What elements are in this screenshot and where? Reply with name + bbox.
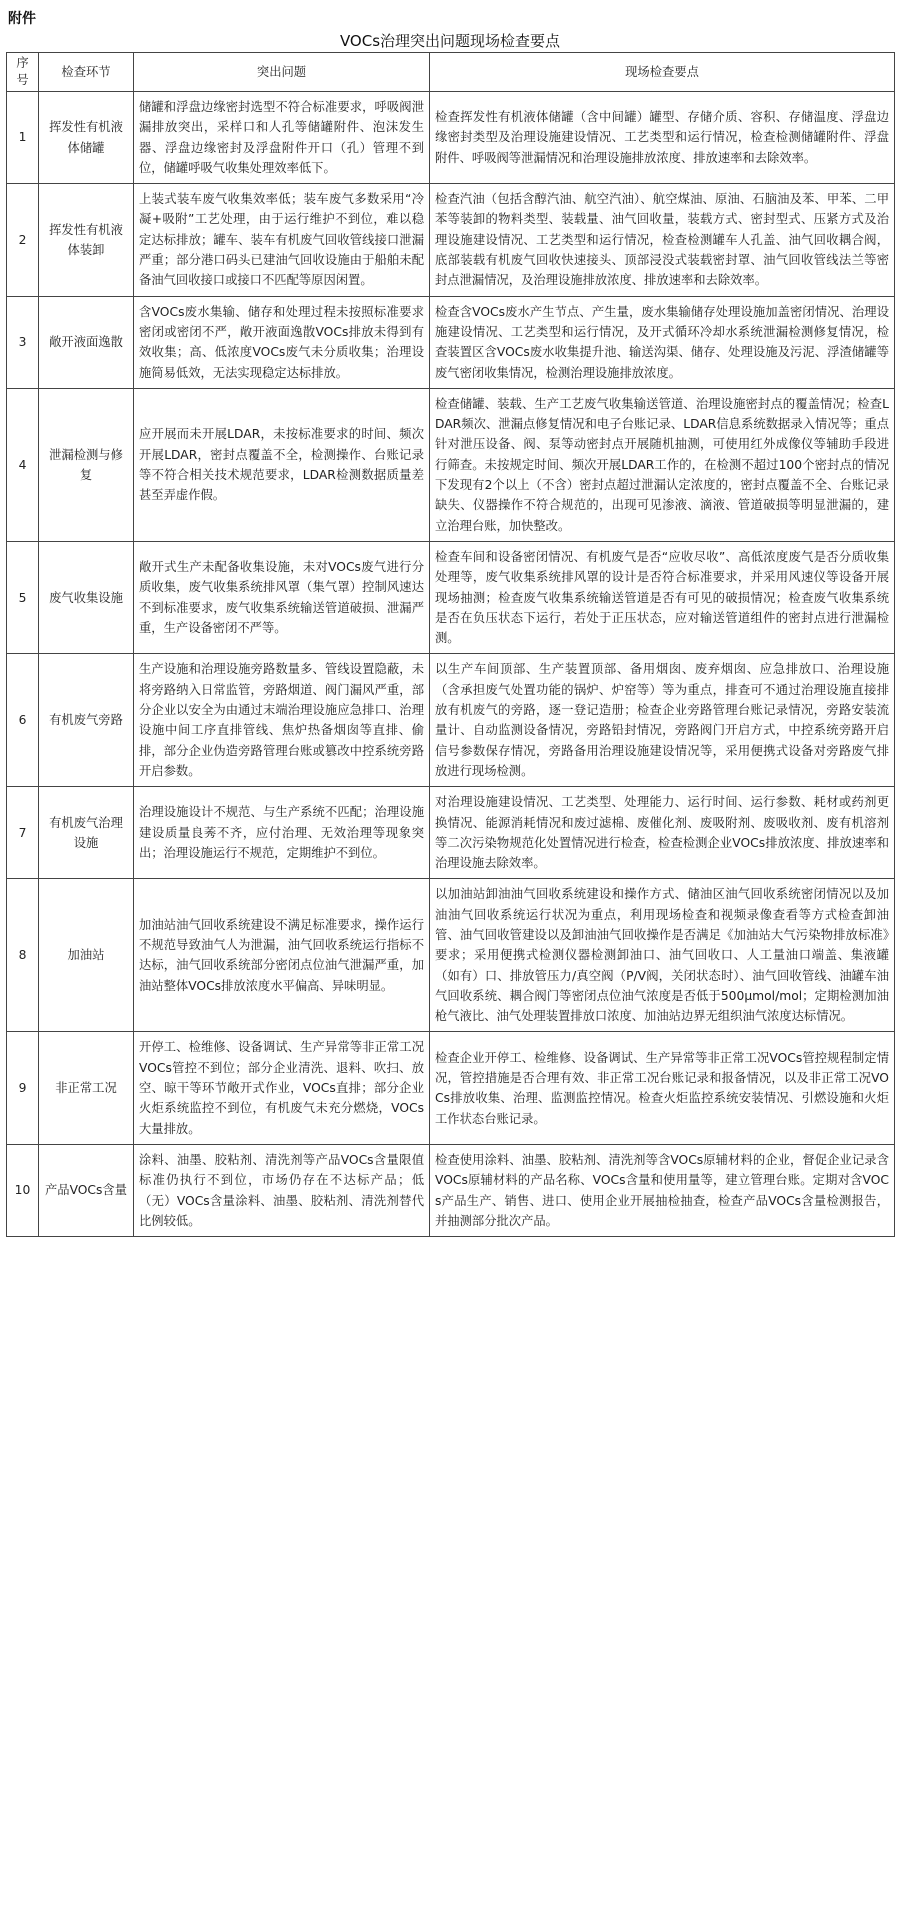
table-row [7,787,895,879]
row-stage: 有机废气旁路 [39,654,134,787]
row-number: 7 [7,787,39,879]
row-stage: 有机废气治理设施 [39,787,134,879]
row-number: 6 [7,654,39,787]
column-header-issue: 突出问题 [134,53,430,92]
row-number: 8 [7,879,39,1032]
row-check-point: 以生产车间顶部、生产装置顶部、备用烟囱、废弃烟囱、应急排放口、治理设施（含承担废气处置功能的锅炉、炉窑等）等为重点，排查可不通过治理设施直接排放有机废气的旁路，逐一登记造册；检查企业旁路管理台账记录情况，旁路安装流量计、自动监测设备情况，旁路铅封情况，旁路阀门开启方式，中控系统旁路开启信号参数保存情况，旁路备用治理设施建设情况等，采用便携式设备对旁路废气排放进行现场检测。 [430,654,895,787]
row-check-point: 检查储罐、装载、生产工艺废气收集输送管道、治理设施密封点的覆盖情况；检查LDAR频次、泄漏点修复情况和电子台账记录、LDAR信息系统数据录入情况等；重点针对泄压设备、阀、泵等动密封点开展随机抽测，可使用红外成像仪等辅助手段进行筛查。未按规定时间、频次开展LDAR工作的，在检测不超过100个密封点的情况下发现有2个以上（不含）密封点超过泄漏认定浓度的，密封点覆盖不全、台账记录缺失、仪器操作不符合规范的，出现可见渗液、滴液、管道破损等明显泄漏的，建立治理台账，加快整改。 [430,388,895,541]
row-number: 4 [7,388,39,541]
table-row [7,1032,895,1144]
table-row [7,184,895,296]
row-issue: 治理设施设计不规范、与生产系统不匹配；治理设施建设质量良莠不齐，应付治理、无效治理等现象突出；治理设施运行不规范，定期维护不到位。 [134,787,430,879]
column-header-stage: 检查环节 [39,53,134,92]
row-number: 10 [7,1144,39,1236]
table-row [7,1144,895,1236]
table-row [7,654,895,787]
row-check-point: 检查车间和设备密闭情况、有机废气是否“应收尽收”、高低浓度废气是否分质收集处理等，废气收集系统排风罩的设计是否符合标准要求，并采用风速仪等设备开展现场抽测；检查废气收集系统输送管道是否有可见的破损情况；检查废气收集系统是否在负压状态下运行，若处于正压状态，应对输送管道组件的密封点进行泄漏检测。 [430,541,895,653]
row-issue: 储罐和浮盘边缘密封选型不符合标准要求，呼吸阀泄漏排放突出，采样口和人孔等储罐附件、泡沫发生器、浮盘边缘密封及浮盘附件开口（孔）管理不到位，储罐呼吸气收集处理效率低下。 [134,92,430,184]
row-stage: 废气收集设施 [39,541,134,653]
row-issue: 加油站油气回收系统建设不满足标准要求，操作运行不规范导致油气人为泄漏，油气回收系统运行指标不达标，油气回收系统部分密闭点位油气泄漏严重，加油站整体VOCs排放浓度水平偏高、异味明显。 [134,879,430,1032]
attachment-label: 附件 [8,11,36,27]
row-check-point: 对治理设施建设情况、工艺类型、处理能力、运行时间、运行参数、耗材或药剂更换情况、能源消耗情况和废过滤棉、废催化剂、废吸附剂、废吸收剂、废有机溶剂等二次污染物规范化处置情况进行检查，检查检测企业VOCs排放浓度、排放速率和治理设施去除效率。 [430,787,895,879]
table-row [7,388,895,541]
row-number: 5 [7,541,39,653]
row-issue: 生产设施和治理设施旁路数量多、管线设置隐蔽，未将旁路纳入日常监管，旁路烟道、阀门漏风严重，部分企业以安全为由通过末端治理设施应急排口、治理设施中间工序直排管线、焦炉热备烟囱等直排、偷排，部分企业伪造旁路管理台账或篡改中控系统旁路开启参数。 [134,654,430,787]
column-header-point: 现场检查要点 [430,53,895,92]
inspection-table [6,52,895,1237]
row-issue: 含VOCs废水集输、储存和处理过程未按照标准要求密闭或密闭不严，敞开液面逸散VOCs排放未得到有效收集；高、低浓度VOCs废气未分质收集；治理设施简易低效，无法实现稳定达标排放。 [134,296,430,388]
row-check-point: 检查挥发性有机液体储罐（含中间罐）罐型、存储介质、容积、存储温度、浮盘边缘密封类型及治理设施建设情况、工艺类型和运行情况，检查检测储罐附件、浮盘附件、呼吸阀等泄漏情况和治理设施排放浓度、排放速率和去除效率。 [430,92,895,184]
row-check-point: 以加油站卸油油气回收系统建设和操作方式、储油区油气回收系统密闭情况以及加油油气回收系统运行状况为重点，利用现场检查和视频录像查看等方式检查卸油管、油气回收管建设以及卸油油气回收操作是否满足《加油站大气污染物排放标准》要求；采用便携式检测仪器检测卸油口、油气回收口、人工量油口端盖、集液罐（如有）口、排放管压力/真空阀（P/V阀，关闭状态时）、油气回收管线、油罐车油气回收系统、耦合阀门等密闭点位油气浓度是否低于500μmol/mol；定期检测加油枪气液比、油气处理装置排放口浓度、加油站边界无组织油气浓度达标情况。 [430,879,895,1032]
row-check-point: 检查汽油（包括含醇汽油、航空汽油）、航空煤油、原油、石脑油及苯、甲苯、二甲苯等装卸的物料类型、装载量、油气回收量，装载方式、密封型式、压紧方式及治理设施建设情况、工艺类型和运行情况，检查检测罐车人孔盖、油气回收耦合阀，底部装载有机废气回收快速接头、顶部浸没式装载密封罩、油气回收管线法兰等密封点泄漏情况，及治理设施排放浓度、排放速率和去除效率。 [430,184,895,296]
table-row [7,296,895,388]
row-number: 2 [7,184,39,296]
row-stage: 敞开液面逸散 [39,296,134,388]
row-number: 3 [7,296,39,388]
row-issue: 涂料、油墨、胶粘剂、清洗剂等产品VOCs含量限值标准仍执行不到位，市场仍存在不达标产品；低（无）VOCs含量涂料、油墨、胶粘剂、清洗剂替代比例较低。 [134,1144,430,1236]
row-stage: 泄漏检测与修复 [39,388,134,541]
row-check-point: 检查含VOCs废水产生节点、产生量，废水集输储存处理设施加盖密闭情况、治理设施建设情况、工艺类型和运行情况，及开式循环冷却水系统泄漏检测修复情况，检查装置区含VOCs废水收集提升池、输送沟渠、储存、处理设施及污泥、浮渣储罐等废气密闭收集情况，检测治理设施排放浓度。 [430,296,895,388]
row-issue: 应开展而未开展LDAR，未按标准要求的时间、频次开展LDAR，密封点覆盖不全，检测操作、台账记录等不符合相关技术规范要求，LDAR检测数据质量差甚至弄虚作假。 [134,388,430,541]
row-number: 1 [7,92,39,184]
column-header-no: 序号 [7,53,39,92]
row-stage: 产品VOCs含量 [39,1144,134,1236]
row-issue: 敞开式生产未配备收集设施，未对VOCs废气进行分质收集，废气收集系统排风罩（集气罩）控制风速达不到标准要求，废气收集系统输送管道破损、泄漏严重，生产设备密闭不严等。 [134,541,430,653]
table-row [7,541,895,653]
document-title: VOCs治理突出问题现场检查要点 [339,32,561,50]
table-header-row [7,53,895,92]
row-issue: 开停工、检维修、设备调试、生产异常等非正常工况VOCs管控不到位；部分企业清洗、退料、吹扫、放空、晾干等环节敞开式作业，VOCs直排；部分企业火炬系统监控不到位，有机废气未充分燃烧，VOCs大量排放。 [134,1032,430,1144]
row-check-point: 检查使用涂料、油墨、胶粘剂、清洗剂等含VOCs原辅材料的企业，督促企业记录含VOCs原辅材料的产品名称、VOCs含量和使用量等，建立管理台账。定期对含VOCs产品生产、销售、进口、使用企业开展抽检抽查，检查产品VOCs含量检测报告，并抽测部分批次产品。 [430,1144,895,1236]
row-stage: 加油站 [39,879,134,1032]
row-stage: 挥发性有机液体储罐 [39,92,134,184]
row-check-point: 检查企业开停工、检维修、设备调试、生产异常等非正常工况VOCs管控规程制定情况，管控措施是否合理有效、非正常工况台账记录和报备情况，以及非正常工况VOCs排放收集、治理、监测监控情况。检查火炬监控系统安装情况、引燃设施和火炬工作状态台账记录。 [430,1032,895,1144]
row-stage: 挥发性有机液体装卸 [39,184,134,296]
row-issue: 上装式装车废气收集效率低；装车废气多数采用“冷凝+吸附”工艺处理，由于运行维护不到位，难以稳定达标排放；罐车、装车有机废气回收管线接口泄漏严重；部分港口码头已建油气回收设施由于船舶未配备油气回收接口或接口不匹配等原因闲置。 [134,184,430,296]
row-stage: 非正常工况 [39,1032,134,1144]
table-row [7,92,895,184]
row-number: 9 [7,1032,39,1144]
table-row [7,879,895,1032]
